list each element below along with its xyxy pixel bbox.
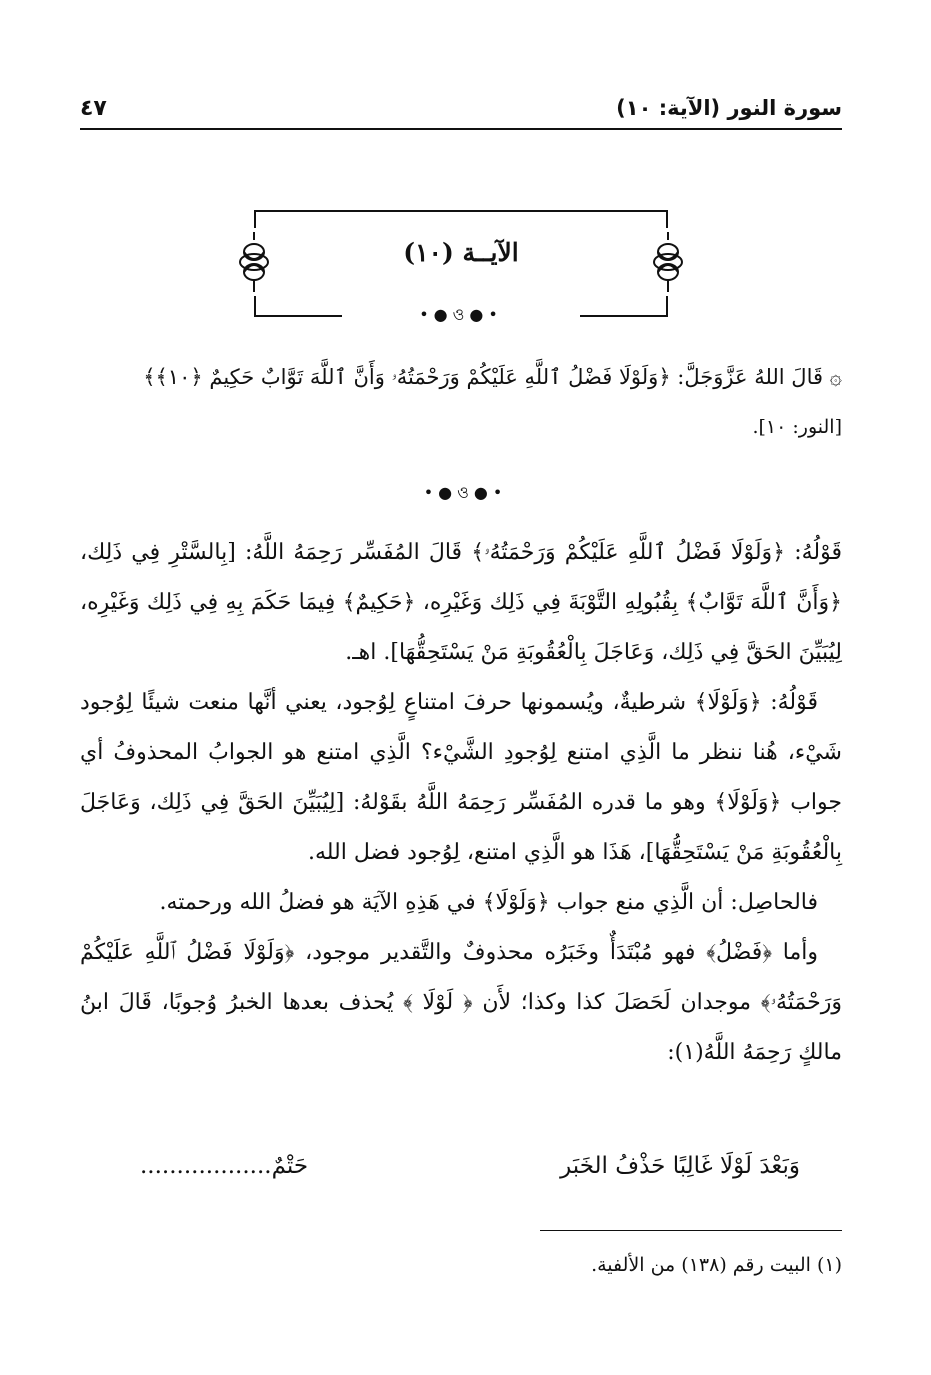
frame-top-line (254, 210, 668, 212)
verse-heading-frame (254, 210, 668, 324)
page-number: ٤٧ (80, 96, 107, 121)
frame-right-upper-tick (666, 210, 668, 228)
running-title: سورة النور (الآية: ١٠) (616, 96, 842, 120)
poem-first-hemistich: وَبَعْدَ لَوْلَا غَالِبًا حَذْفُ الخَبَر (560, 1153, 800, 1179)
verse-reference: [النور: ١٠]. (752, 416, 842, 438)
commentary-body (80, 528, 842, 1078)
commentary-paragraph: قَوْلُهُ: ﴿وَلَوْلَا﴾ شرطيةٌ، ويُسمونها حرفَ امتناعٍ لِوُجود، يعني أنَّها منعت شيئًا لِوُجود شَيْء، هُنا ننظر ما الَّذِي امتنع لِوُجودِ الشَّيْء؟ الَّذِي امتنع هو الجوابُ المحذوفُ أي جواب ﴿وَلَوْلَا﴾ وهو ما قدره المُفَسِّر رَحِمَهُ اللَّهُ بقَوْلهُ: [لِيُبَيِّنَ الحَقَّ فِي ذَلِك، وَعَاجَلَ بِالْعُقُوبَةِ مَنْ يَسْتَحِقُّهَا]، هَذَا هو الَّذِي امتنع، لِوُجود فضل الله. (80, 690, 842, 865)
running-header (80, 90, 842, 130)
header-rule (80, 128, 842, 130)
commentary-paragraph: فالحاصِل: أن الَّذِي منع جواب ﴿وَلَوْلَا﴾ في هَذِهِ الآيَة هو فضلُ الله ورحمته. (159, 890, 818, 915)
separator-ornament: •●ও●• (423, 483, 508, 502)
verse-heading: الآيــة (١٠) (403, 238, 519, 267)
quran-verse-text: ۞ قَالَ اللهُ عَزَّوَجَلَّ: ﴿وَلَوْلَا فَضْلُ ٱللَّهِ عَلَيْكُمْ وَرَحْمَتُهُۥ وَأَنَّ ٱللَّهَ تَوَّابٌ حَكِيمٌ ﴿١٠﴾﴾ (143, 365, 842, 389)
footnote-rule (540, 1230, 842, 1231)
poem-second-hemistich: حَتْمٌ.................. (140, 1153, 309, 1179)
separator-ornament: •●ও●• (419, 305, 503, 324)
frame-left-upper-tick (254, 210, 256, 228)
poem-line (140, 1145, 800, 1195)
quran-verse (80, 352, 842, 452)
commentary-paragraph: قَوْلُهُ: ﴿وَلَوْلَا فَضْلُ ٱللَّهِ عَلَيْكُمْ وَرَحْمَتُهُۥ﴾ قَالَ المُفَسِّر رَحِمَهُ اللَّهُ: [بِالسَّتْرِ فِي ذَلِك، ﴿وَأَنَّ ٱللَّهَ تَوَّابٌ﴾ بِقُبُولِهِ التَّوْبَةَ فِي ذَلِك وَغَيْرِه، ﴿حَكِيمٌ﴾ فِيمَا حَكَمَ بِهِ فِي ذَلِك وَغَيْرِه، لِيُبَيِّنَ الحَقَّ فِي ذَلِك، وَعَاجَلَ بِالْعُقُوبَةِ مَنْ يَسْتَحِقُّهَا]. اهـ. (80, 540, 842, 665)
commentary-paragraph: وأما ﴿فَضْلُ﴾ فهو مُبْتَدَأٌ وخَبَرُه محذوفٌ والتَّقدير موجود، ﴿وَلَوْلَا فَضْلُ ٱللَّهِ عَلَيْكُمْ وَرَحْمَتُهُۥ﴾ موجدان لَحَصَلَ كذا وكذا؛ لأَن ﴿ لَوْلَا ﴾ يُحذف بعدها الخبرُ وُجوبًا، قَالَ ابنُ مالكٍ رَحِمَهُ اللَّهُ(١): (80, 940, 842, 1065)
footnote: (١) البيت رقم (١٣٨) من الألفية. (591, 1254, 842, 1276)
